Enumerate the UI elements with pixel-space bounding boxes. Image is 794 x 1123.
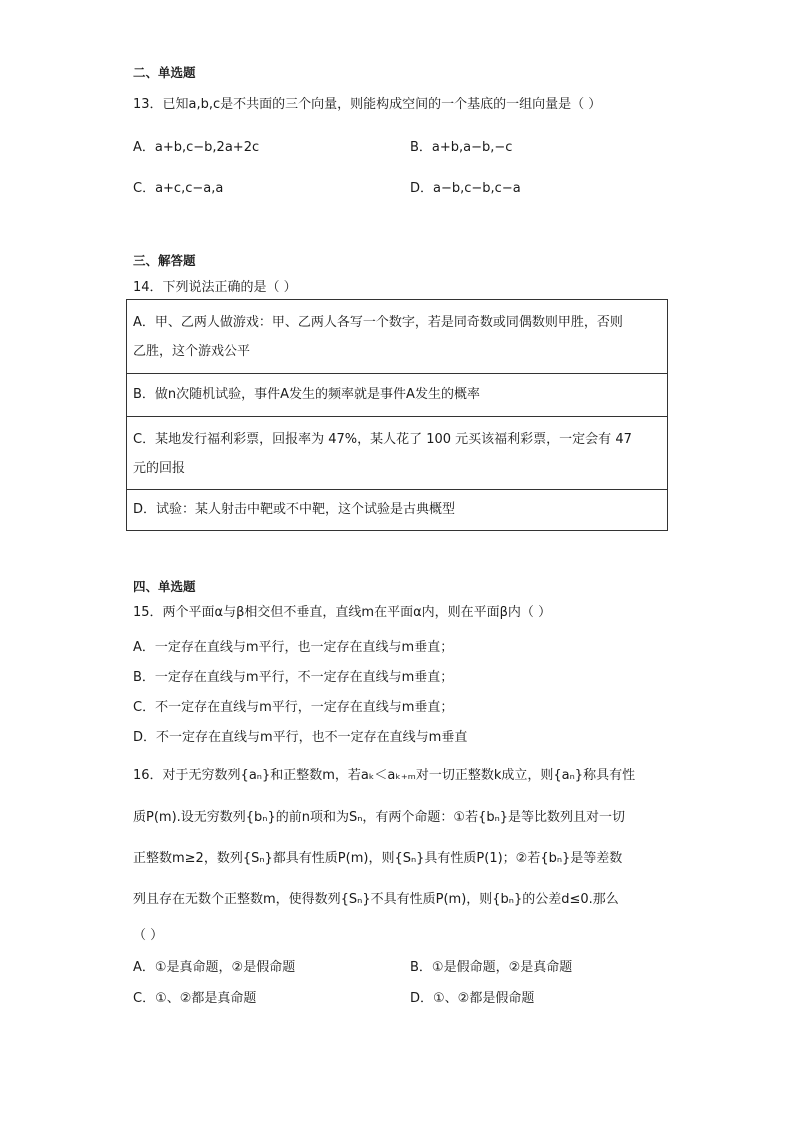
question-16-line-1: 16．对于无穷数列{aₙ}和正整数m，若aₖ＜aₖ₊ₘ对一切正整数k成立，则{aₙ}称具有性	[133, 768, 636, 783]
q16-option-d: D．①、②都是假命题	[410, 991, 535, 1006]
q13-option-c: C．a+c,c−a,a	[133, 181, 224, 196]
question-16-line-5: （ ）	[133, 928, 164, 943]
question-16-line-4: 列且存在无数个正整数m，使得数列{Sₙ}不具有性质P(m)，则{bₙ}的公差d≤0.那么	[133, 892, 619, 907]
question-14-stem: 14．下列说法正确的是（ ）	[133, 280, 297, 295]
q16-option-c: C．①、②都是真命题	[133, 991, 257, 1006]
question-13-stem: 13．已知a,b,c是不共面的三个向量，则能构成空间的一个基底的一组向量是（ ）	[133, 97, 602, 112]
q14-options-table	[126, 299, 668, 531]
q14-option-b-line1: B．做n次随机试验，事件A发生的频率就是事件A发生的概率	[133, 387, 480, 402]
section-2-heading: 二、单选题	[133, 65, 196, 80]
q14-option-c	[127, 417, 667, 490]
q14-option-c-line2: 元的回报	[133, 461, 186, 476]
question-16-line-2: 质P(m).设无穷数列{bₙ}的前n项和为Sₙ，有两个命题：①若{bₙ}是等比数列且对一切	[133, 810, 626, 825]
q14-option-a-line2: 乙胜，这个游戏公平	[133, 344, 251, 359]
section-4-heading: 四、单选题	[133, 579, 196, 594]
q14-option-a	[127, 300, 667, 374]
q14-option-b	[127, 374, 667, 417]
q14-option-a-line1: A．甲、乙两人做游戏：甲、乙两人各写一个数字，若是同奇数或同偶数则甲胜，否则	[133, 315, 623, 330]
q13-option-d: D．a−b,c−b,c−a	[410, 181, 521, 196]
q16-option-b: B．①是假命题，②是真命题	[410, 960, 573, 975]
q15-option-a: A．一定存在直线与m平行，也一定存在直线与m垂直；	[133, 640, 454, 655]
q15-option-c: C．不一定存在直线与m平行，一定存在直线与m垂直；	[133, 700, 454, 715]
question-15-stem: 15．两个平面α与β相交但不垂直，直线m在平面α内，则在平面β内（ ）	[133, 605, 552, 620]
q13-option-a: A．a+b,c−b,2a+2c	[133, 140, 260, 155]
q14-option-c-line1: C．某地发行福利彩票，回报率为 47%，某人花了 100 元买该福利彩票，一定会有 47	[133, 432, 632, 447]
question-16-line-3: 正整数m≥2，数列{Sₙ}都具有性质P(m)，则{Sₙ}具有性质P(1)；②若{bₙ}是等差数	[133, 851, 623, 866]
q15-option-b: B．一定存在直线与m平行，不一定存在直线与m垂直；	[133, 670, 454, 685]
section-3-heading: 三、解答题	[133, 253, 196, 268]
q16-option-a: A．①是真命题，②是假命题	[133, 960, 296, 975]
q15-option-d: D．不一定存在直线与m平行，也不一定存在直线与m垂直	[133, 730, 468, 745]
q14-option-d-line1: D．试验：某人射击中靶或不中靶，这个试验是古典概型	[133, 502, 456, 517]
q14-option-d	[127, 490, 667, 530]
q13-option-b: B．a+b,a−b,−c	[410, 140, 513, 155]
